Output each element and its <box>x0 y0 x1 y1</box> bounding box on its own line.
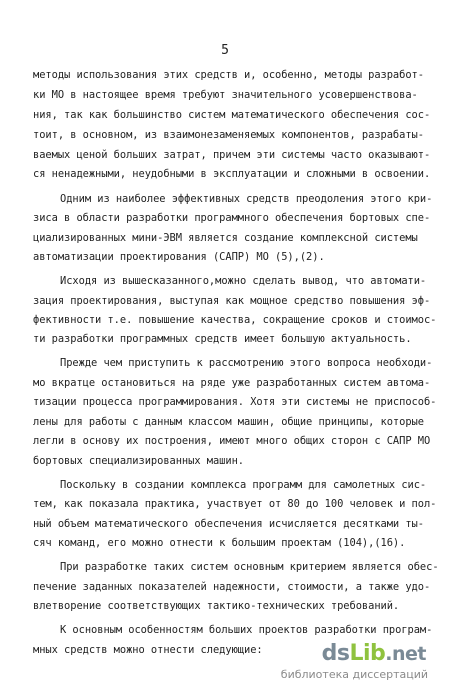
text-line: К основным особенностям больших проектов разработки програм- <box>60 624 433 636</box>
text-line: циализированных мини-ЭВМ является создание комплексной системы <box>33 232 418 244</box>
text-line: тизации процесса программирования. Хотя эти системы не приспособ- <box>33 396 437 408</box>
dslib-watermark <box>280 641 440 681</box>
text-line: влетворение соответствующих тактико-технических требований. <box>33 600 400 612</box>
watermark-subtitle: библиотека диссертаций <box>280 668 428 681</box>
text-line: ваемых ценой больших затрат, причем эти системы часто оказывают- <box>33 149 431 161</box>
text-line: тоит, в основном, из взаимонезаменяемых компонентов, разрабаты- <box>33 129 424 141</box>
text-line: тем, как показала практика, участвует от 80 до 100 человек и пол- <box>33 498 437 510</box>
text-line: ся ненадежными, неудобными в эксплуатации и сложными в освоении. <box>33 168 431 180</box>
text-line: Прежде чем приступить к рассмотрению этого вопроса необходи- <box>60 357 433 369</box>
text-line: сяч команд, его можно отнести к большим проектам (104),(16). <box>33 537 406 549</box>
text-line: фективности т.е. повышение качества, сокращение сроков и стоимос- <box>33 314 437 326</box>
text-line: Поскольку в создании комплекса программ для самолетных сис- <box>60 479 427 491</box>
text-line: легли в основу их построения, имеют много общих сторон с САПР МО <box>33 435 431 447</box>
text-line: зация проектирования, выступая как мощное средство повышения эф- <box>33 295 431 307</box>
text-line: печение заданных показателей надежности, стоимости, а также удо- <box>33 581 431 593</box>
dslib-logo: dsLib.net <box>321 641 426 666</box>
page-number: 5 <box>221 43 229 58</box>
text-line: Исходя из вышесказанного,можно сделать вывод, что автомати- <box>60 275 427 287</box>
text-line: Одним из наиболее эффективных средств преодоления этого кри- <box>60 193 433 205</box>
text-line: При разработке таких систем основным критерием является обес- <box>60 561 439 573</box>
text-line: ти разработки программных средств имеет большую актуальность. <box>33 333 412 345</box>
text-line: мных средств можно отнести следующие: <box>33 644 263 656</box>
text-line: зиса в области разработки программного обеспечения бортовых спе- <box>33 212 431 224</box>
text-line: ния, так как большинство систем математического обеспечения сос- <box>33 109 431 121</box>
text-line: мо вкратце остановиться на ряде уже разработанных систем автома- <box>33 377 431 389</box>
text-line: методы использования этих средств и, особенно, методы разработ- <box>33 69 424 81</box>
text-line: автоматизации проектирования (САПР) МО (5),(2). <box>33 251 325 263</box>
text-line: ки МО в настоящее время требуют значительного усовершенствова- <box>33 89 418 101</box>
text-line: бортовых специализированных машин. <box>33 455 244 467</box>
text-line: ный объем математического обеспечения исчисляется десятками ты- <box>33 518 424 530</box>
text-line: лены для работы с данным классом машин, общие принципы, которые <box>33 416 424 428</box>
